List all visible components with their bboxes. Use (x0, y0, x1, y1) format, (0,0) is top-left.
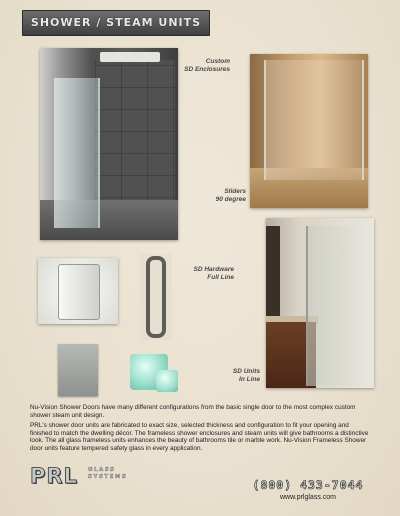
caption-sliders-line1: Sliders (224, 188, 246, 195)
details-paragraph: PRL's shower door units are fabricated to exact size, selected thickness and configuration to fit your opening and finished to match the dwelling décor. The frameless shower enclosures and steam units will give bathrooms a distinctive look. The all glass frameless units enhances the beauty of bathrooms tile or marble work. Nu-Vision Frameless Shower door units feature tempered safety glass in every application. (30, 422, 369, 452)
caption-custom (170, 58, 230, 74)
photo-glass-knob (126, 352, 180, 394)
caption-custom-line1: Custom (205, 58, 230, 65)
photo-glass-clamp (58, 344, 98, 396)
caption-sliders (186, 188, 246, 204)
caption-hardware-line1: SD Hardware (193, 266, 234, 273)
photo-door-handle (140, 254, 172, 340)
logo-wordmark: PRL (30, 464, 78, 488)
phone-number: (800) 433-7044 (252, 478, 364, 492)
photo-sliders-enclosure (250, 54, 368, 208)
caption-hardware-line2: Full Line (207, 274, 234, 281)
caption-hardware (184, 266, 234, 282)
logo-subtitle-line2: SYSTEMS (88, 474, 128, 480)
title-banner (22, 10, 210, 36)
caption-units (200, 368, 260, 384)
intro-paragraph: Nu-Vision Shower Doors have many different configurations from the basic single door to the most complex custom shower steam unit design. (30, 404, 356, 419)
photo-hinge-hardware (38, 258, 118, 324)
caption-units-line1: SD Units (232, 368, 260, 375)
photo-custom-shower-enclosure (40, 48, 178, 240)
page-title: SHOWER / STEAM UNITS (30, 16, 202, 29)
photo-sd-unit-inline (266, 218, 374, 388)
logo-subtitle (88, 467, 127, 481)
caption-custom-line2: SD Enclosures (184, 66, 230, 73)
prl-logo (30, 465, 140, 487)
caption-units-line2: In Line (239, 376, 260, 383)
logo-subtitle-line1: GLASS (88, 467, 116, 473)
website-link[interactable]: www.prlglass.com (279, 494, 336, 501)
caption-sliders-line2: 90 degree (215, 196, 246, 203)
